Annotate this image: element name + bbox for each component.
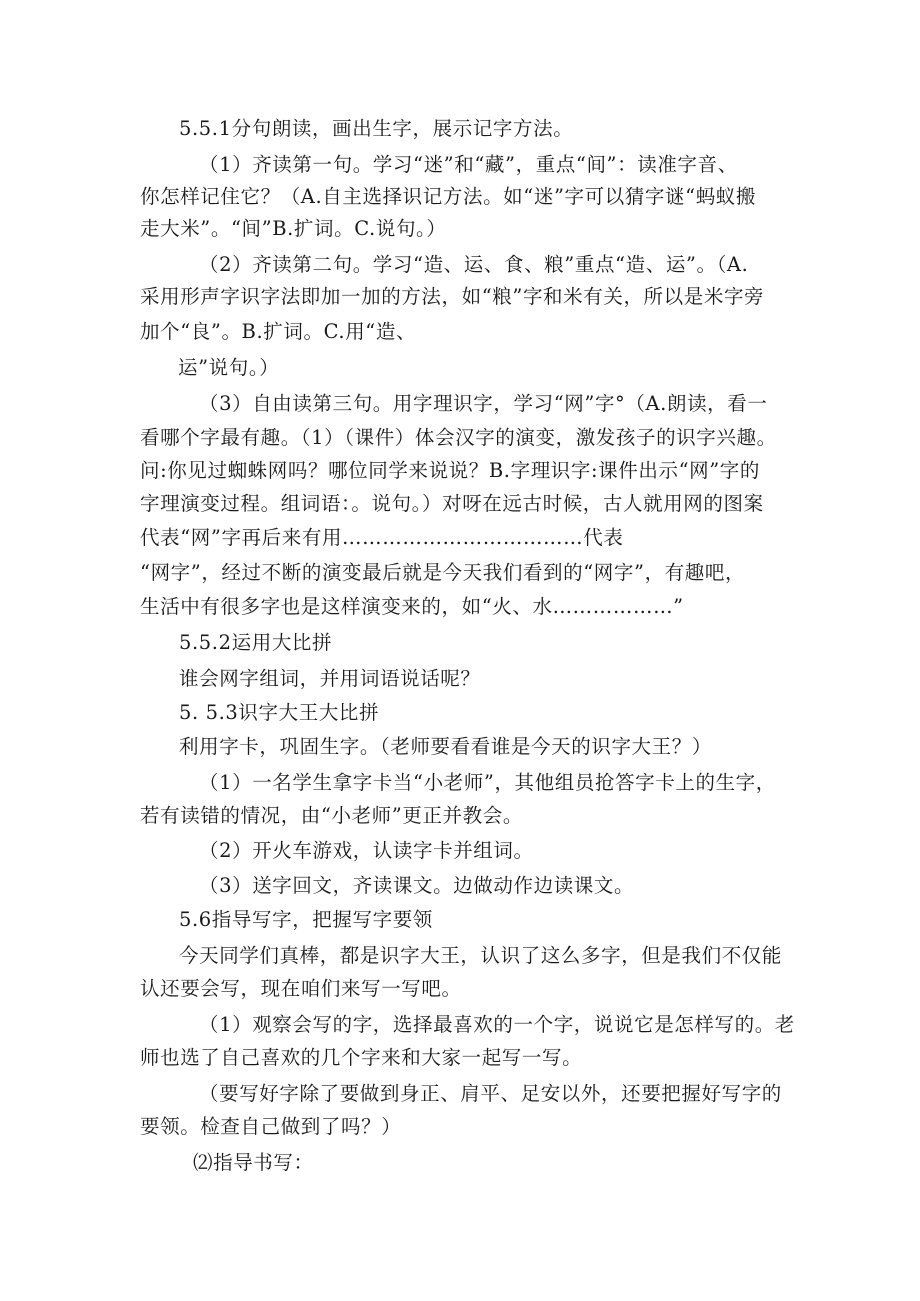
- paragraph-line: 字理演变过程。组词语：。说句。）对呀在远古时候，古人就用网的图案: [140, 492, 764, 515]
- paragraph-line: 今天同学们真棒，都是识字大王，认识了这么多字，但是我们不仅能: [179, 944, 783, 967]
- paragraph-line: “网字”，经过不断的演变最后就是今天我们看到的“网字”，有趣吧，: [140, 561, 746, 584]
- paragraph-line: 若有读错的情况，由“小老师”更正并教会。: [140, 804, 523, 827]
- paragraph-line: 认还要会写，现在咱们来写一写吧。: [140, 977, 462, 1000]
- paragraph-line: （1）齐读第一句。学习“迷”和“藏”，重点“间”：读准字音、: [199, 153, 738, 176]
- paragraph-line: 谁会网字组词，并用词语说话呢？: [179, 667, 481, 690]
- paragraph-line: 走大米”。“间”B.扩词。C.说句。）: [140, 217, 447, 240]
- section-heading-5-5-1: 5.5.1分句朗读，画出生字，展示记字方法。: [179, 117, 574, 140]
- paragraph-line: 代表“网”字再后来有用………………………………代表: [140, 526, 624, 549]
- section-heading-5-6: 5.6指导写字，把握写字要领: [179, 908, 433, 931]
- paragraph-line: ⑵指导书写：: [193, 1151, 314, 1174]
- paragraph-line: （2）开火车游戏，认读字卡并组词。: [199, 839, 534, 862]
- paragraph-line: 师也选了自己喜欢的几个字来和大家一起写一写。: [140, 1046, 583, 1069]
- paragraph-line: （2）齐读第二句。学习“造、运、食、粮”重点“造、运”。（A.: [199, 253, 749, 276]
- paragraph-line: 看哪个字最有趣。（1）（课件）体会汉字的演变，激发孩子的识字兴趣。: [140, 426, 777, 449]
- paragraph-line: （1）观察会写的字，选择最喜欢的一个字，说说它是怎样写的。老: [199, 1013, 795, 1036]
- paragraph-line: （要写好字除了要做到身正、肩平、足安以外，还要把握好写字的: [199, 1082, 782, 1105]
- paragraph-line: 运”说句。）: [178, 356, 280, 379]
- paragraph-line: （1）一名学生拿字卡当“小老师”，其他组员抢答字卡上的生字，: [199, 771, 776, 794]
- section-heading-5-5-3: 5. 5.3识字大王大比拼: [179, 701, 380, 724]
- paragraph-line: 问:你见过蜘蛛网吗？哪位同学来说说？B.字理识字:课件出示“网”字的: [140, 459, 761, 482]
- paragraph-line: （3）送字回文，齐读课文。边做动作边读课文。: [199, 874, 635, 897]
- paragraph-line: （3）自由读第三句。用字理识字，学习“网”字°（A.朗读，看一: [199, 392, 768, 415]
- paragraph-line: 你怎样记住它？（A.自主选择识记方法。如“迷”字可以猜字谜“蚂蚁搬: [140, 185, 756, 208]
- paragraph-line: 生活中有很多字也是这样演变来的，如“火、水………………”: [140, 595, 684, 618]
- paragraph-line: 加个“良”。B.扩词。C.用“造、: [140, 320, 417, 343]
- paragraph-line: 要领。检查自己做到了吗？）: [140, 1115, 402, 1138]
- section-heading-5-5-2: 5.5.2运用大比拼: [179, 631, 333, 654]
- paragraph-line: 利用字卡，巩固生字。（老师要看看谁是今天的识字大王？）: [179, 735, 712, 758]
- paragraph-line: 采用形声字识字法即加一加的方法，如“粮”字和米有关，所以是米字旁: [140, 285, 765, 308]
